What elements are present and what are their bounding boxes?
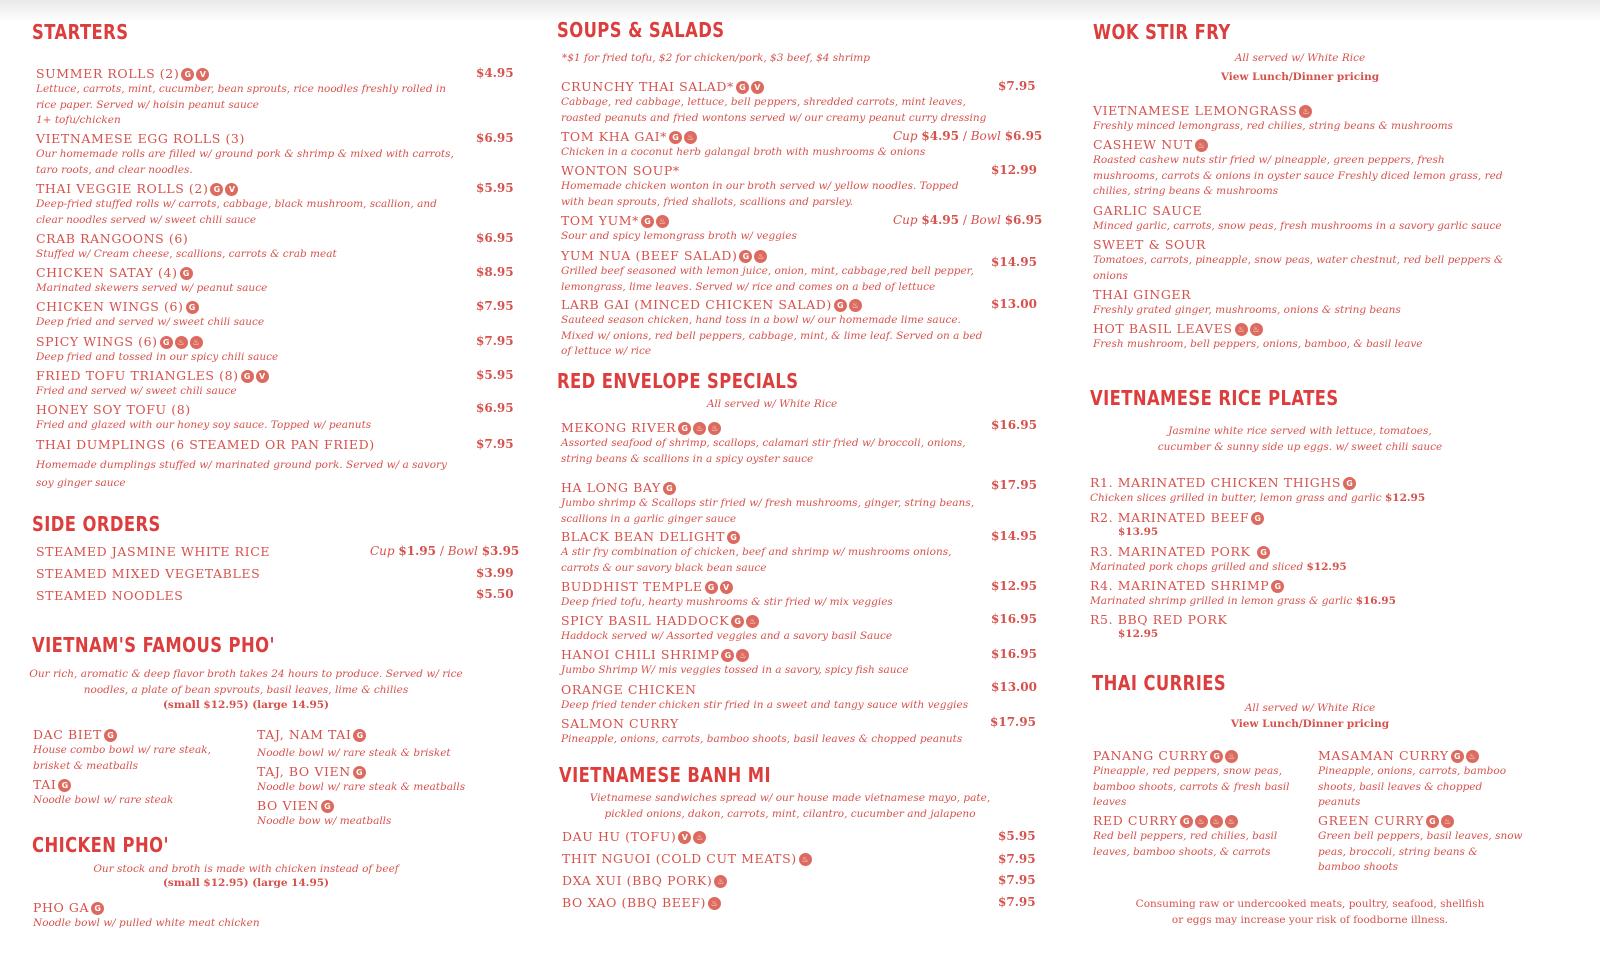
menu-item-name[interactable]: HA LONG BAY G	[561, 480, 676, 495]
menu-item-desc: Deep-fried stuffed rolls w/ carrots, cabbage, black mushroom, scallion, and clear noodles served w/ sweet chili sauce	[36, 198, 437, 226]
menu-item-price: $4.95	[476, 66, 514, 80]
gluten-free-icon: G	[678, 422, 691, 435]
chili-icon: ♨	[190, 336, 203, 349]
vegetarian-icon: V	[751, 81, 764, 94]
menu-item-desc: Pineapple, red peppers, snow peas, bamboo shoots, carrots & fresh basil leaves	[1093, 765, 1290, 808]
menu-item-price: $13.95	[1118, 526, 1159, 538]
menu-item-name[interactable]: SWEET & SOUR	[1093, 237, 1207, 252]
gluten-free-icon: G	[834, 299, 847, 312]
menu-item-price: $7.95	[476, 299, 514, 313]
curries-sub: All served w/ White Rice	[1244, 702, 1376, 714]
menu-item-name[interactable]: THIT NGUOI (COLD CUT MEATS) ♨	[562, 851, 812, 866]
chili-icon: ♨	[1195, 815, 1208, 828]
gluten-free-icon: G	[1210, 750, 1223, 763]
menu-item-name[interactable]: THAI GINGER	[1093, 287, 1192, 302]
menu-item-name[interactable]: DAC BIET G	[33, 727, 117, 742]
menu-item-name[interactable]: TAI G	[33, 777, 71, 792]
menu-item-desc: House combo bowl w/ rare steak, brisket & meatballs	[33, 744, 211, 772]
menu-item-name[interactable]: BLACK BEAN DELIGHT G	[561, 529, 740, 544]
menu-item-name[interactable]: CRUNCHY THAI SALAD* G V	[561, 79, 764, 94]
menu-item-desc: Homemade dumplings stuffed w/ marinated ground pork. Served w/ a savory soy ginger sauce	[36, 459, 447, 489]
lunch-dinner-pricing-link[interactable]: View Lunch/Dinner pricing	[1220, 71, 1380, 83]
menu-item-name[interactable]: THAI VEGGIE ROLLS (2) G V	[36, 181, 238, 196]
menu-item-desc: Pineapple, onions, carrots, bamboo shoots, basil leaves & chopped peanuts	[561, 733, 963, 745]
menu-item-desc: Pineapple, onions, carrots, bamboo shoots, basil leaves & chopped peanuts	[1318, 765, 1507, 808]
curries-heading: THAI CURRIES	[1092, 671, 1227, 695]
banh-mi-heading: VIETNAMESE BANH MI	[559, 763, 772, 787]
menu-item-desc: Fresh mushroom, bell peppers, onions, bamboo, & basil leave	[1093, 338, 1423, 350]
top-shadow	[0, 0, 1600, 22]
chili-icon: ♨	[1225, 815, 1238, 828]
chicken-pho-heading: CHICKEN PHO'	[32, 833, 169, 857]
menu-item-name[interactable]: LARB GAI (MINCED CHICKEN SALAD) G ♨	[561, 297, 862, 312]
gluten-free-icon: G	[58, 779, 71, 792]
menu-item-desc: Sauteed season chicken, hand toss in a bowl w/ our homemade lime sauce. Mixed w/ onions, red bell peppers, cabbage, mint, & lime leaf. Served on a bed of lettuce w/ rice	[561, 314, 983, 357]
menu-item-price: $7.95	[476, 437, 514, 451]
chili-icon: ♨	[175, 336, 188, 349]
chili-icon: ♨	[1441, 815, 1454, 828]
gluten-free-icon: G	[1257, 546, 1270, 559]
chili-icon: ♨	[746, 615, 759, 628]
menu-item-name[interactable]: SPICY WINGS (6) G ♨ ♨	[36, 334, 203, 349]
chili-icon: ♨	[736, 649, 749, 662]
gluten-free-icon: G	[663, 482, 676, 495]
menu-item-name[interactable]: TOM YUM* G ♨	[561, 213, 669, 228]
chicken-pho-intro: Our stock and broth is made with chicken instead of beef	[93, 863, 399, 875]
menu-item-desc: Noodle bowl w/ pulled white meat chicken	[33, 917, 260, 929]
menu-item-desc: Deep fried and served w/ sweet chili sauce	[36, 316, 265, 328]
gluten-free-icon: G	[353, 729, 366, 742]
menu-item-price: $12.95	[1118, 628, 1159, 640]
menu-item-price: $6.95	[476, 131, 514, 145]
chili-icon: ♨	[693, 422, 706, 435]
menu-item-price: $7.95	[998, 895, 1036, 909]
specials-heading: RED ENVELOPE SPECIALS	[557, 369, 799, 393]
menu-item-desc: Noodle bow w/ meatballs	[257, 815, 392, 827]
gluten-free-icon: G	[1180, 815, 1193, 828]
vegetarian-icon: V	[256, 370, 269, 383]
gluten-free-icon: G	[641, 215, 654, 228]
gluten-free-icon: G	[1343, 477, 1356, 490]
menu-item-price: $17.95	[991, 478, 1037, 492]
menu-item-price: $5.95	[476, 181, 514, 195]
gluten-free-icon: G	[727, 531, 740, 544]
menu-item-desc: Red bell peppers, red chilies, basil leaves, bamboo shoots, & carrots	[1093, 830, 1278, 858]
menu-item-name[interactable]: R2. MARINATED BEEF G	[1090, 510, 1264, 525]
menu-item-desc: Tomatoes, carrots, pineapple, snow peas, water chestnut, red bell peppers & onions	[1093, 254, 1504, 282]
banh-mi-intro: Vietnamese sandwiches spread w/ our house made vietnamese mayo, pate, pickled onions, dakon, carrots, mint, cilantro, cucumber and jalapeno	[589, 792, 991, 820]
menu-item-price: $12.99	[991, 163, 1037, 177]
pho-sizes: (small $12.95) (large 14.95)	[162, 699, 330, 711]
gluten-free-icon: G	[104, 729, 117, 742]
menu-item-desc: Roasted cashew nuts stir fried w/ pineapple, green peppers, fresh mushrooms, carrots & onions in oyster sauce Freshly diced lemon grass, red chilies, string beans & mushrooms	[1093, 154, 1503, 197]
menu-item-desc: Green bell peppers, basil leaves, snow peas, broccoli, string beans & bamboo shoots	[1318, 830, 1523, 873]
menu-item-name[interactable]: ORANGE CHICKEN	[561, 682, 697, 697]
menu-item-desc: Freshly minced lemongrass, red chilies, string beans & mushrooms	[1093, 120, 1453, 132]
chili-icon: ♨	[708, 897, 721, 910]
menu-item-desc: Stuffed w/ Cream cheese, scallions, carrots & crab meat	[36, 248, 337, 260]
cup-bowl-price: Cup $4.95 / Bowl $6.95	[893, 129, 1043, 143]
gluten-free-icon: G	[186, 301, 199, 314]
menu-item-desc: Deep fried and tossed in our spicy chili sauce	[36, 351, 279, 363]
gluten-free-icon: G	[1251, 512, 1264, 525]
menu-item-name[interactable]: STEAMED JASMINE WHITE RICE	[36, 544, 271, 559]
gluten-free-icon: G	[353, 766, 366, 779]
menu-item-name[interactable]: THAI DUMPLINGS (6 STEAMED OR PAN FRIED)	[36, 437, 375, 452]
menu-item-desc: Jumbo Shrimp W/ mis veggies tossed in a savory, spicy fish sauce	[561, 664, 909, 676]
chili-icon: ♨	[799, 853, 812, 866]
menu-item-name[interactable]: R1. MARINATED CHICKEN THIGHS G	[1090, 475, 1356, 490]
sides-heading: SIDE ORDERS	[32, 512, 161, 536]
gluten-free-icon: G	[705, 581, 718, 594]
menu-item-desc: Marinated shrimp grilled in lemon grass & garlic $16.95	[1090, 595, 1396, 607]
chili-icon: ♨	[1299, 105, 1312, 118]
menu-item-price: $7.95	[476, 334, 514, 348]
menu-item-price: $13.00	[991, 297, 1037, 311]
menu-item-desc: Chicken slices grilled in butter, lemon grass and garlic $12.95	[1090, 492, 1426, 504]
chili-icon: ♨	[1466, 750, 1479, 763]
menu-item-price: $5.95	[998, 829, 1036, 843]
menu-item-note: 1+ tofu/chicken	[36, 114, 121, 126]
menu-item-price: $14.95	[991, 255, 1037, 269]
gluten-free-icon: G	[731, 615, 744, 628]
menu-item-name[interactable]: GARLIC SAUCE	[1093, 203, 1203, 218]
gluten-free-icon: G	[669, 131, 682, 144]
menu-item-desc: Chicken in a coconut herb galangal broth with mushrooms & onions	[561, 146, 926, 158]
menu-item-desc: Fried and glazed with our honey soy sauce. Topped w/ peanuts	[36, 419, 372, 431]
soups-heading: SOUPS & SALADS	[557, 18, 725, 42]
menu-item-name[interactable]: STEAMED MIXED VEGETABLES	[36, 566, 261, 581]
menu-item-desc: Haddock served w/ Assorted veggies and a savory basil Sauce	[561, 630, 893, 642]
menu-item-name[interactable]: PHO GA G	[33, 900, 104, 915]
menu-item-desc: Grilled beef seasoned with lemon juice, onion, mint, cabbage,red bell pepper, lemongrass, lime leaves. Served w/ rice and comes on a bed of lettuce	[561, 265, 974, 293]
cup-bowl-price: Cup $4.95 / Bowl $6.95	[893, 213, 1043, 227]
pho-intro: Our rich, aromatic & deep flavor broth takes 24 hours to produce. Served w/ rice noodles, a plate of bean spvrouts, basil leaves, lime & chilies	[29, 668, 463, 696]
pho-heading: VIETNAM'S FAMOUS PHO'	[32, 633, 275, 657]
rice-plates-intro: Jasmine white rice served with lettuce, tomatoes, cucumber & sunny side up eggs. w/ sweet chili sauce	[1157, 425, 1443, 453]
menu-item-price: $12.95	[991, 579, 1037, 593]
chili-icon: ♨	[849, 299, 862, 312]
menu-item-price: $16.95	[991, 418, 1037, 432]
menu-item-price: $3.99	[476, 566, 514, 580]
menu-item-name[interactable]: HOT BASIL LEAVES ♨ ♨	[1093, 321, 1263, 336]
chili-icon: ♨	[1195, 139, 1208, 152]
menu-item-desc: Assorted seafood of shrimp, scallops, calamari stir fried w/ broccoli, onions, string beans & scallions in a spicy oyster sauce	[561, 437, 966, 465]
menu-item-name[interactable]: CRAB RANGOONS (6)	[36, 231, 189, 246]
chili-icon: ♨	[684, 131, 697, 144]
menu-item-name[interactable]: MEKONG RIVER G ♨ ♨	[561, 420, 721, 435]
menu-item-price: $8.95	[476, 265, 514, 279]
menu-item-name[interactable]: TAJ, BO VIEN G	[257, 764, 366, 779]
gluten-free-icon: G	[739, 250, 752, 263]
menu-item-name[interactable]: CHICKEN SATAY (4) G	[36, 265, 193, 280]
menu-item-desc: Noodle bowl w/ rare steak	[33, 794, 174, 806]
menu-item-name[interactable]: FRIED TOFU TRIANGLES (8) G V	[36, 368, 269, 383]
menu-item-price: $7.95	[998, 873, 1036, 887]
gluten-free-icon: G	[1451, 750, 1464, 763]
menu-item-name[interactable]: BO VIEN G	[257, 798, 334, 813]
menu-item-price: $14.95	[991, 529, 1037, 543]
wok-sub: All served w/ White Rice	[1234, 52, 1366, 64]
menu-item-price: $16.95	[991, 647, 1037, 661]
menu-item-desc: Sour and spicy lemongrass broth w/ veggies	[561, 230, 797, 242]
gluten-free-icon: G	[91, 902, 104, 915]
menu-item-desc: Our homemade rolls are filled w/ ground pork & shrimp & mixed with carrots, taro roots, and clear noodles.	[36, 148, 454, 176]
chicken-pho-sizes: (small $12.95) (large 14.95)	[162, 877, 330, 889]
menu-item-name[interactable]: YUM NUA (BEEF SALAD) G ♨	[561, 248, 767, 263]
gluten-free-icon: G	[1426, 815, 1439, 828]
menu-item-name[interactable]: SUMMER ROLLS (2) G V	[36, 66, 209, 81]
menu-item-name[interactable]: HONEY SOY TOFU (8)	[36, 402, 191, 417]
menu-item-name[interactable]: TAJ, NAM TAI G	[257, 727, 366, 742]
gluten-free-icon: G	[181, 68, 194, 81]
menu-item-name[interactable]: BUDDHIST TEMPLE G V	[561, 579, 733, 594]
chili-icon: ♨	[693, 831, 706, 844]
menu-item-name[interactable]: SALMON CURRY	[561, 716, 679, 731]
menu-item-name[interactable]: GREEN CURRY G ♨	[1318, 813, 1454, 828]
menu-item-name[interactable]: R4. MARINATED SHRIMP G	[1090, 578, 1284, 593]
chili-icon: ♨	[1235, 323, 1248, 336]
menu-item-price: $5.95	[476, 368, 514, 382]
menu-item-price: $7.95	[998, 79, 1036, 93]
menu-item-name[interactable]: WONTON SOUP*	[561, 163, 680, 178]
menu-item-desc: Noodle bowl w/ rare steak & meatballs	[257, 781, 466, 793]
vegetarian-icon: V	[196, 68, 209, 81]
gluten-free-icon: G	[241, 370, 254, 383]
menu-item-price: $7.95	[998, 852, 1036, 866]
cup-bowl-price: Cup $1.95 / Bowl $3.95	[370, 544, 520, 558]
menu-item-desc: A stir fry combination of chicken, beef and shrimp w/ mushrooms onions, carrots & our savory black bean sauce	[561, 546, 952, 574]
chili-icon: ♨	[656, 215, 669, 228]
gluten-free-icon: G	[721, 649, 734, 662]
menu-item-name[interactable]: R3. MARINATED PORK G	[1090, 544, 1270, 559]
menu-item-desc: Freshly grated ginger, mushrooms, onions & string beans	[1093, 304, 1401, 316]
chili-icon: ♨	[1250, 323, 1263, 336]
gluten-free-icon: G	[321, 800, 334, 813]
vegetarian-icon: V	[225, 183, 238, 196]
menu-item-desc: Jumbo shrimp & Scallops stir fried w/ fresh mushrooms, ginger, string beans, scallions in a garlic ginger sauce	[561, 497, 975, 525]
menu-item-price: $17.95	[990, 715, 1036, 729]
menu-item-name[interactable]: BO XAO (BBQ BEEF) ♨	[562, 895, 721, 910]
menu-item-price: $16.95	[991, 612, 1037, 626]
rice-plates-heading: VIETNAMESE RICE PLATES	[1090, 386, 1339, 410]
chili-icon: ♨	[708, 422, 721, 435]
vegetarian-icon: V	[678, 831, 691, 844]
specials-sub: All served w/ White Rice	[706, 398, 838, 410]
menu-item-desc: Deep fried tender chicken stir fried in a sweet and tangy sauce with veggies	[561, 699, 969, 711]
wok-heading: WOK STIR FRY	[1093, 20, 1231, 44]
menu-item-name[interactable]: VIETNAMESE EGG ROLLS (3)	[36, 131, 245, 146]
menu-item-desc: Marinated skewers served w/ peanut sauce	[36, 282, 268, 294]
soups-note: *$1 for fried tofu, $2 for chicken/pork, $3 beef, $4 shrimp	[562, 52, 870, 64]
menu-item-desc: Marinated pork chops grilled and sliced $12.95	[1090, 561, 1347, 573]
foodborne-warning: Consuming raw or undercooked meats, poultry, seafood, shellfish or eggs may increase your risk of foodborne illness.	[1135, 898, 1485, 926]
menu-item-name[interactable]: TOM KHA GAI* G ♨	[561, 129, 697, 144]
menu-item-desc: Cabbage, red cabbage, lettuce, bell peppers, shredded carrots, mint leaves, roasted peanuts and fried wontons served w/ our creamy peanut curry dressing	[561, 96, 987, 124]
chili-icon: ♨	[1225, 750, 1238, 763]
menu-item-desc: Noodle bowl w/ rare steak & brisket	[257, 747, 451, 759]
menu-item-name[interactable]: CHICKEN WINGS (6) G	[36, 299, 199, 314]
chili-icon: ♨	[1210, 815, 1223, 828]
menu-item-desc: Lettuce, carrots, mint, cucumber, bean sprouts, rice noodles freshly rolled in rice paper. Served w/ hoisin peanut sauce	[36, 83, 447, 111]
menu-item-name[interactable]: MASAMAN CURRY G ♨	[1318, 748, 1479, 763]
gluten-free-icon: G	[160, 336, 173, 349]
menu-item-name[interactable]: HANOI CHILI SHRIMP G ♨	[561, 647, 749, 662]
menu-item-price: $5.50	[476, 587, 514, 601]
menu-item-name[interactable]: RED CURRY G ♨ ♨ ♨	[1093, 813, 1238, 828]
chili-icon: ♨	[754, 250, 767, 263]
menu-item-price: $6.95	[476, 401, 514, 415]
menu-item-name[interactable]: DXA XUI (BBQ PORK) ♨	[562, 873, 727, 888]
starters-heading: STARTERS	[32, 20, 129, 44]
menu-item-name[interactable]: R5. BBQ RED PORK	[1090, 612, 1228, 627]
menu-item-desc: Homemade chicken wonton in our broth served w/ yellow noodles. Topped with bean sprouts, fried shallots, scallions and parsley.	[561, 180, 959, 208]
menu-item-desc: Deep fried tofu, hearty mushrooms & stir fried w/ mix veggies	[561, 596, 893, 608]
menu-item-desc: Fried and served w/ sweet chili sauce	[36, 385, 237, 397]
gluten-free-icon: G	[736, 81, 749, 94]
menu-item-desc: Minced garlic, carrots, snow peas, fresh mushrooms in a savory garlic sauce	[1093, 220, 1502, 232]
menu-item-price: $6.95	[476, 231, 514, 245]
chili-icon: ♨	[714, 875, 727, 888]
gluten-free-icon: G	[1271, 580, 1284, 593]
menu-item-name[interactable]: DAU HU (TOFU) V ♨	[562, 829, 706, 844]
menu-item-price: $13.00	[991, 680, 1037, 694]
menu-item-name[interactable]: PANANG CURRY G ♨	[1093, 748, 1238, 763]
gluten-free-icon: G	[180, 267, 193, 280]
menu-item-name[interactable]: STEAMED NOODLES	[36, 588, 184, 603]
gluten-free-icon: G	[210, 183, 223, 196]
menu-item-name[interactable]: SPICY BASIL HADDOCK G ♨	[561, 613, 759, 628]
lunch-dinner-pricing-link[interactable]: View Lunch/Dinner pricing	[1230, 718, 1390, 730]
menu-item-name[interactable]: VIETNAMESE LEMONGRASS ♨	[1093, 103, 1312, 118]
vegetarian-icon: V	[720, 581, 733, 594]
menu-item-name[interactable]: CASHEW NUT ♨	[1093, 137, 1208, 152]
